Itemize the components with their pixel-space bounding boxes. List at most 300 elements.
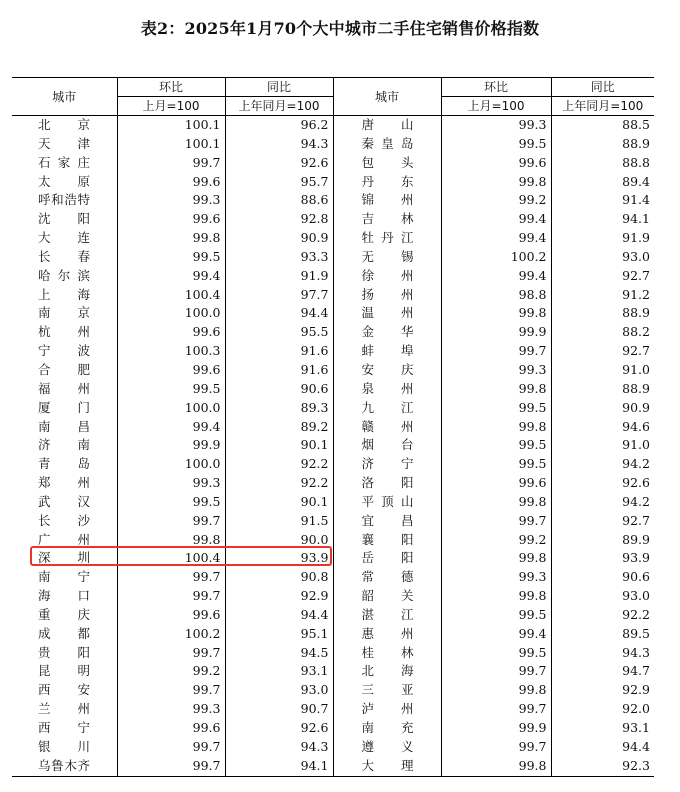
city-right-cell bbox=[333, 399, 441, 418]
city-right: 赣州 bbox=[361, 418, 414, 434]
yoy-right: 93.1 bbox=[551, 719, 654, 738]
city-right-cell bbox=[333, 304, 441, 323]
city-left-cell bbox=[12, 135, 117, 154]
city-left-cell bbox=[12, 738, 117, 757]
mom-right: 99.8 bbox=[441, 493, 551, 512]
city-left: 武汉 bbox=[38, 493, 90, 509]
city-left: 乌鲁木齐 bbox=[38, 757, 90, 773]
table-row bbox=[12, 173, 654, 192]
mom-left: 99.7 bbox=[117, 681, 225, 700]
table-row bbox=[12, 210, 654, 229]
yoy-left: 90.0 bbox=[225, 531, 333, 550]
city-right-cell bbox=[333, 662, 441, 681]
table-row bbox=[12, 248, 654, 267]
city-right: 丹东 bbox=[361, 173, 414, 189]
mom-right: 99.3 bbox=[441, 116, 551, 135]
table-body bbox=[12, 116, 654, 777]
city-left-cell bbox=[12, 606, 117, 625]
mom-left: 99.2 bbox=[117, 662, 225, 681]
city-right-cell bbox=[333, 116, 441, 135]
table-row bbox=[12, 662, 654, 681]
yoy-right: 90.9 bbox=[551, 399, 654, 418]
yoy-right: 94.7 bbox=[551, 662, 654, 681]
mom-right: 98.8 bbox=[441, 286, 551, 305]
header-mom-right: 环比 bbox=[441, 78, 551, 97]
city-left-cell bbox=[12, 531, 117, 550]
yoy-left: 95.5 bbox=[225, 323, 333, 342]
mom-left: 100.2 bbox=[117, 625, 225, 644]
yoy-left: 89.3 bbox=[225, 399, 333, 418]
mom-left: 99.3 bbox=[117, 474, 225, 493]
yoy-left: 93.0 bbox=[225, 681, 333, 700]
yoy-left: 89.2 bbox=[225, 418, 333, 437]
city-right-cell bbox=[333, 342, 441, 361]
city-right-cell bbox=[333, 700, 441, 719]
yoy-left: 92.8 bbox=[225, 210, 333, 229]
city-left: 海口 bbox=[38, 588, 90, 604]
city-left: 上海 bbox=[38, 286, 90, 302]
city-left-cell bbox=[12, 625, 117, 644]
city-right: 泉州 bbox=[361, 380, 414, 396]
yoy-left: 94.5 bbox=[225, 644, 333, 663]
table-row bbox=[12, 286, 654, 305]
city-right-cell bbox=[333, 568, 441, 587]
city-right: 金华 bbox=[361, 324, 414, 340]
mom-left: 99.6 bbox=[117, 173, 225, 192]
mom-left: 100.0 bbox=[117, 455, 225, 474]
city-left: 北京 bbox=[38, 117, 90, 132]
city-right: 蚌埠 bbox=[361, 343, 414, 359]
yoy-right: 91.9 bbox=[551, 229, 654, 248]
mom-left: 100.1 bbox=[117, 116, 225, 135]
yoy-right: 88.9 bbox=[551, 380, 654, 399]
city-left: 西宁 bbox=[38, 720, 90, 735]
mom-left: 99.7 bbox=[117, 757, 225, 776]
city-left-cell bbox=[12, 493, 117, 512]
city-left-cell bbox=[12, 380, 117, 399]
mom-left: 99.5 bbox=[117, 380, 225, 399]
city-right: 三亚 bbox=[361, 682, 414, 698]
city-left: 大连 bbox=[38, 230, 90, 246]
city-right: 牡丹江 bbox=[361, 230, 414, 246]
city-left-cell bbox=[12, 549, 117, 568]
city-right: 安庆 bbox=[361, 361, 414, 377]
yoy-right: 93.0 bbox=[551, 587, 654, 606]
city-left: 郑州 bbox=[38, 475, 90, 491]
yoy-right: 92.6 bbox=[551, 474, 654, 493]
mom-right: 99.4 bbox=[441, 625, 551, 644]
yoy-left: 95.7 bbox=[225, 173, 333, 192]
city-right: 遵义 bbox=[361, 738, 414, 754]
mom-right: 99.9 bbox=[441, 719, 551, 738]
yoy-left: 92.9 bbox=[225, 587, 333, 606]
city-left-cell bbox=[12, 399, 117, 418]
city-left: 长春 bbox=[38, 248, 90, 264]
city-left-cell bbox=[12, 173, 117, 192]
city-left: 西安 bbox=[38, 682, 90, 698]
yoy-left: 91.5 bbox=[225, 512, 333, 531]
city-left-cell bbox=[12, 116, 117, 135]
yoy-left: 90.9 bbox=[225, 229, 333, 248]
yoy-left: 94.4 bbox=[225, 606, 333, 625]
yoy-left: 92.6 bbox=[225, 154, 333, 173]
table-row bbox=[12, 625, 654, 644]
yoy-left: 93.1 bbox=[225, 662, 333, 681]
city-left-cell bbox=[12, 229, 117, 248]
mom-left: 99.7 bbox=[117, 644, 225, 663]
city-left: 深圳 bbox=[38, 550, 90, 566]
mom-left: 99.6 bbox=[117, 323, 225, 342]
yoy-right: 93.0 bbox=[551, 248, 654, 267]
city-left: 宁波 bbox=[38, 343, 90, 359]
city-right: 唐山 bbox=[361, 117, 414, 132]
city-left-cell bbox=[12, 681, 117, 700]
city-left: 南昌 bbox=[38, 418, 90, 434]
yoy-right: 92.7 bbox=[551, 342, 654, 361]
mom-right: 99.8 bbox=[441, 757, 551, 776]
yoy-right: 89.5 bbox=[551, 625, 654, 644]
mom-right: 99.3 bbox=[441, 568, 551, 587]
city-left: 天津 bbox=[38, 135, 90, 151]
city-right: 温州 bbox=[361, 305, 414, 321]
mom-right: 99.6 bbox=[441, 474, 551, 493]
header-mom-unit-right: 上月=100 bbox=[441, 97, 551, 116]
yoy-left: 95.1 bbox=[225, 625, 333, 644]
table-row bbox=[12, 474, 654, 493]
city-right-cell bbox=[333, 474, 441, 493]
mom-left: 100.3 bbox=[117, 342, 225, 361]
city-left-cell bbox=[12, 474, 117, 493]
city-left-cell bbox=[12, 644, 117, 663]
mom-right: 99.4 bbox=[441, 229, 551, 248]
yoy-right: 89.9 bbox=[551, 531, 654, 550]
mom-left: 100.0 bbox=[117, 399, 225, 418]
yoy-right: 92.3 bbox=[551, 757, 654, 776]
city-left: 南宁 bbox=[38, 569, 90, 585]
yoy-left: 92.2 bbox=[225, 474, 333, 493]
table-row bbox=[12, 436, 654, 455]
city-left: 广州 bbox=[38, 531, 90, 547]
city-left-cell bbox=[12, 248, 117, 267]
mom-left: 99.6 bbox=[117, 210, 225, 229]
city-left-cell bbox=[12, 662, 117, 681]
mom-right: 99.7 bbox=[441, 700, 551, 719]
yoy-right: 94.1 bbox=[551, 210, 654, 229]
city-left: 成都 bbox=[38, 625, 90, 641]
mom-right: 99.7 bbox=[441, 662, 551, 681]
mom-left: 99.4 bbox=[117, 418, 225, 437]
yoy-left: 96.2 bbox=[225, 116, 333, 135]
table-row bbox=[12, 361, 654, 380]
city-left: 杭州 bbox=[38, 324, 90, 340]
yoy-left: 91.9 bbox=[225, 267, 333, 286]
table-row bbox=[12, 135, 654, 154]
table-row bbox=[12, 154, 654, 173]
yoy-right: 89.4 bbox=[551, 173, 654, 192]
yoy-right: 94.3 bbox=[551, 644, 654, 663]
mom-right: 99.6 bbox=[441, 154, 551, 173]
city-left: 厦门 bbox=[38, 399, 90, 415]
yoy-left: 91.6 bbox=[225, 361, 333, 380]
mom-right: 99.4 bbox=[441, 210, 551, 229]
city-right-cell bbox=[333, 154, 441, 173]
city-right-cell bbox=[333, 512, 441, 531]
city-right: 桂林 bbox=[361, 644, 414, 660]
table-row bbox=[12, 493, 654, 512]
mom-left: 99.8 bbox=[117, 229, 225, 248]
yoy-left: 94.3 bbox=[225, 738, 333, 757]
table-row bbox=[12, 229, 654, 248]
city-right-cell bbox=[333, 493, 441, 512]
city-left-cell bbox=[12, 304, 117, 323]
header-mom-left: 环比 bbox=[117, 78, 225, 97]
mom-left: 99.7 bbox=[117, 512, 225, 531]
header-yoy-right: 同比 bbox=[551, 78, 654, 97]
city-left: 重庆 bbox=[38, 606, 90, 622]
mom-right: 99.8 bbox=[441, 418, 551, 437]
city-right: 泸州 bbox=[361, 701, 414, 717]
city-left-cell bbox=[12, 568, 117, 587]
city-right-cell bbox=[333, 323, 441, 342]
mom-right: 99.8 bbox=[441, 681, 551, 700]
yoy-right: 92.0 bbox=[551, 700, 654, 719]
yoy-left: 90.7 bbox=[225, 700, 333, 719]
city-right-cell bbox=[333, 757, 441, 776]
city-right: 襄阳 bbox=[361, 531, 414, 547]
mom-right: 99.9 bbox=[441, 323, 551, 342]
table-row bbox=[12, 700, 654, 719]
mom-right: 99.2 bbox=[441, 191, 551, 210]
yoy-left: 94.4 bbox=[225, 304, 333, 323]
mom-left: 99.9 bbox=[117, 436, 225, 455]
mom-left: 100.4 bbox=[117, 286, 225, 305]
yoy-right: 88.9 bbox=[551, 304, 654, 323]
city-left-cell bbox=[12, 512, 117, 531]
city-left: 银川 bbox=[38, 738, 90, 754]
table-title: 表2：2025年1月70个大中城市二手住宅销售价格指数 bbox=[140, 19, 540, 38]
city-left: 石家庄 bbox=[38, 154, 90, 170]
header-yoy-unit-left: 上年同月=100 bbox=[225, 97, 333, 116]
mom-right: 99.5 bbox=[441, 399, 551, 418]
table-row bbox=[12, 380, 654, 399]
table-row bbox=[12, 304, 654, 323]
city-right: 锦州 bbox=[361, 192, 414, 208]
city-left-cell bbox=[12, 418, 117, 437]
city-right: 大理 bbox=[361, 757, 414, 773]
city-right: 无锡 bbox=[361, 248, 414, 264]
mom-right: 99.8 bbox=[441, 380, 551, 399]
yoy-right: 94.6 bbox=[551, 418, 654, 437]
table-row bbox=[12, 587, 654, 606]
city-right-cell bbox=[333, 361, 441, 380]
yoy-right: 92.7 bbox=[551, 512, 654, 531]
table-row bbox=[12, 568, 654, 587]
table-row bbox=[12, 116, 654, 135]
mom-left: 99.7 bbox=[117, 587, 225, 606]
mom-left: 100.1 bbox=[117, 135, 225, 154]
city-right-cell bbox=[333, 587, 441, 606]
yoy-left: 94.1 bbox=[225, 757, 333, 776]
table-row bbox=[12, 455, 654, 474]
city-left-cell bbox=[12, 323, 117, 342]
city-right-cell bbox=[333, 210, 441, 229]
city-right-cell bbox=[333, 719, 441, 738]
mom-left: 99.5 bbox=[117, 493, 225, 512]
city-right-cell bbox=[333, 229, 441, 248]
yoy-right: 91.0 bbox=[551, 436, 654, 455]
city-right: 徐州 bbox=[361, 267, 414, 283]
city-right: 扬州 bbox=[361, 286, 414, 302]
mom-left: 99.4 bbox=[117, 267, 225, 286]
table-row bbox=[12, 418, 654, 437]
city-left: 太原 bbox=[38, 173, 90, 189]
mom-right: 99.5 bbox=[441, 455, 551, 474]
yoy-left: 88.6 bbox=[225, 191, 333, 210]
city-left-cell bbox=[12, 210, 117, 229]
yoy-right: 91.0 bbox=[551, 361, 654, 380]
city-right-cell bbox=[333, 531, 441, 550]
header-yoy-unit-right: 上年同月=100 bbox=[551, 97, 654, 116]
table-row bbox=[12, 531, 654, 550]
mom-left: 99.6 bbox=[117, 606, 225, 625]
mom-left: 99.7 bbox=[117, 568, 225, 587]
city-right: 韶关 bbox=[361, 588, 414, 604]
city-right-cell bbox=[333, 380, 441, 399]
city-left-cell bbox=[12, 455, 117, 474]
yoy-right: 92.7 bbox=[551, 267, 654, 286]
city-left-cell bbox=[12, 436, 117, 455]
mom-left: 99.7 bbox=[117, 154, 225, 173]
table-row bbox=[12, 267, 654, 286]
city-left: 青岛 bbox=[38, 456, 90, 472]
city-right-cell bbox=[333, 135, 441, 154]
city-left-cell bbox=[12, 700, 117, 719]
mom-right: 99.8 bbox=[441, 549, 551, 568]
mom-left: 99.6 bbox=[117, 719, 225, 738]
city-right: 包头 bbox=[361, 154, 414, 170]
mom-right: 99.8 bbox=[441, 173, 551, 192]
yoy-left: 90.1 bbox=[225, 493, 333, 512]
city-right-cell bbox=[333, 606, 441, 625]
mom-right: 99.2 bbox=[441, 531, 551, 550]
yoy-left: 90.1 bbox=[225, 436, 333, 455]
city-left: 沈阳 bbox=[38, 211, 90, 227]
city-left: 福州 bbox=[38, 380, 90, 396]
mom-right: 99.5 bbox=[441, 644, 551, 663]
table-row bbox=[12, 757, 654, 776]
header-mom-unit-left: 上月=100 bbox=[117, 97, 225, 116]
city-right-cell bbox=[333, 625, 441, 644]
header-city-right: 城市 bbox=[333, 78, 441, 116]
city-left: 南京 bbox=[38, 305, 90, 321]
yoy-right: 88.9 bbox=[551, 135, 654, 154]
yoy-right: 94.4 bbox=[551, 738, 654, 757]
city-left-cell bbox=[12, 267, 117, 286]
mom-right: 99.4 bbox=[441, 267, 551, 286]
city-right: 烟台 bbox=[361, 437, 414, 453]
mom-right: 99.5 bbox=[441, 436, 551, 455]
yoy-left: 91.6 bbox=[225, 342, 333, 361]
mom-left: 99.3 bbox=[117, 700, 225, 719]
table-row bbox=[12, 191, 654, 210]
mom-right: 99.7 bbox=[441, 512, 551, 531]
city-right: 九江 bbox=[361, 399, 414, 415]
yoy-right: 90.6 bbox=[551, 568, 654, 587]
city-left-cell bbox=[12, 342, 117, 361]
city-right-cell bbox=[333, 173, 441, 192]
yoy-right: 92.2 bbox=[551, 606, 654, 625]
city-right-cell bbox=[333, 267, 441, 286]
city-left-cell bbox=[12, 719, 117, 738]
table-row bbox=[12, 399, 654, 418]
city-right: 北海 bbox=[361, 663, 414, 679]
mom-right: 100.2 bbox=[441, 248, 551, 267]
city-right-cell bbox=[333, 549, 441, 568]
city-right: 吉林 bbox=[361, 211, 414, 227]
yoy-left: 92.2 bbox=[225, 455, 333, 474]
table-row bbox=[12, 549, 654, 568]
yoy-right: 91.4 bbox=[551, 191, 654, 210]
mom-left: 100.0 bbox=[117, 304, 225, 323]
mom-right: 99.5 bbox=[441, 606, 551, 625]
mom-left: 99.5 bbox=[117, 248, 225, 267]
city-right: 秦皇岛 bbox=[361, 135, 414, 151]
city-right-cell bbox=[333, 644, 441, 663]
city-left: 呼和浩特 bbox=[38, 192, 90, 208]
mom-left: 99.8 bbox=[117, 531, 225, 550]
city-left-cell bbox=[12, 757, 117, 776]
city-left: 哈尔滨 bbox=[38, 267, 90, 283]
city-left-cell bbox=[12, 154, 117, 173]
yoy-left: 94.3 bbox=[225, 135, 333, 154]
city-right: 常德 bbox=[361, 569, 414, 585]
city-left-cell bbox=[12, 587, 117, 606]
yoy-left: 93.3 bbox=[225, 248, 333, 267]
yoy-right: 91.2 bbox=[551, 286, 654, 305]
city-left-cell bbox=[12, 361, 117, 380]
city-right-cell bbox=[333, 455, 441, 474]
yoy-left: 97.7 bbox=[225, 286, 333, 305]
city-right-cell bbox=[333, 436, 441, 455]
mom-left: 99.6 bbox=[117, 361, 225, 380]
mom-left: 99.3 bbox=[117, 191, 225, 210]
yoy-right: 94.2 bbox=[551, 493, 654, 512]
header-yoy-left: 同比 bbox=[225, 78, 333, 97]
city-left: 长沙 bbox=[38, 512, 90, 528]
yoy-left: 92.6 bbox=[225, 719, 333, 738]
city-right: 宜昌 bbox=[361, 512, 414, 528]
mom-right: 99.5 bbox=[441, 135, 551, 154]
city-right: 岳阳 bbox=[361, 550, 414, 566]
city-left: 合肥 bbox=[38, 361, 90, 377]
table-row bbox=[12, 719, 654, 738]
mom-right: 99.8 bbox=[441, 587, 551, 606]
price-index-table bbox=[12, 77, 654, 777]
table-row bbox=[12, 644, 654, 663]
city-right: 济宁 bbox=[361, 456, 414, 472]
city-right-cell bbox=[333, 738, 441, 757]
table-row bbox=[12, 681, 654, 700]
table-row bbox=[12, 323, 654, 342]
city-right-cell bbox=[333, 418, 441, 437]
city-right-cell bbox=[333, 681, 441, 700]
mom-right: 99.7 bbox=[441, 738, 551, 757]
yoy-right: 88.8 bbox=[551, 154, 654, 173]
city-left: 兰州 bbox=[38, 701, 90, 717]
yoy-right: 94.2 bbox=[551, 455, 654, 474]
yoy-left: 90.6 bbox=[225, 380, 333, 399]
mom-right: 99.8 bbox=[441, 304, 551, 323]
